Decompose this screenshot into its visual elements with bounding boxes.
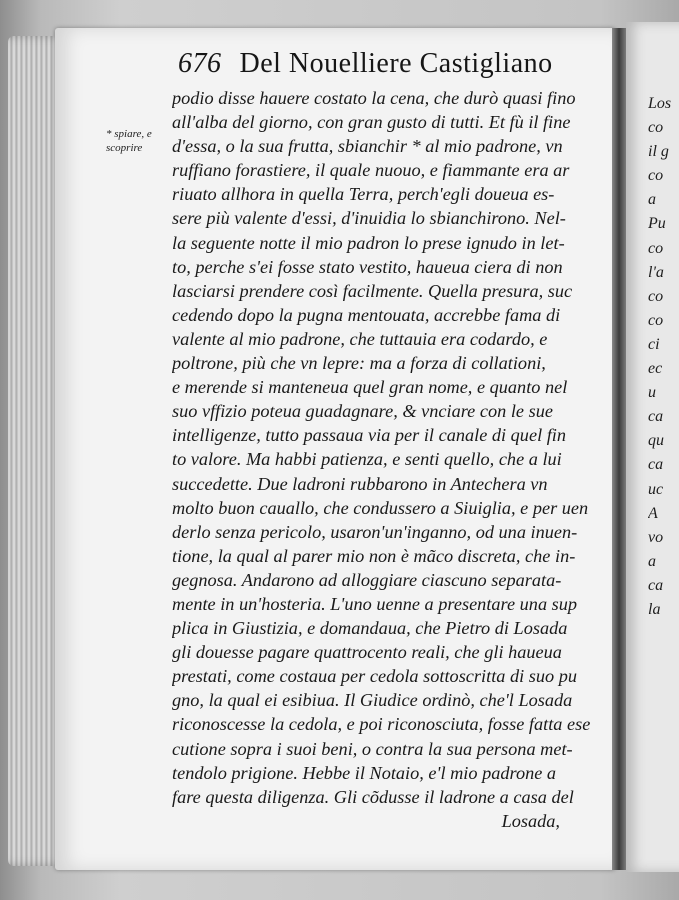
- text-line: gegnosa. Andarono ad alloggiare ciascuno separata-: [172, 569, 562, 590]
- fragment-line: a: [648, 552, 656, 570]
- text-line: derlo senza pericolo, usaron'un'inganno, od una inuen-: [172, 521, 578, 542]
- text-line: mente in un'hosteria. L'uno uenne a presentare una sup: [172, 593, 578, 614]
- main-text-block: [172, 86, 602, 833]
- fragment-line: ec: [648, 360, 663, 378]
- text-line: succedette. Due ladroni rubbarono in Antechera vn: [172, 473, 548, 494]
- page-number: 676: [178, 48, 222, 79]
- book-gutter: [612, 28, 626, 870]
- text-line: riconoscesse la cedola, e poi riconosciuta, fosse fatta ese: [172, 714, 591, 735]
- marginal-note-line: scoprire: [106, 142, 143, 154]
- text-line: to valore. Ma habbi patienza, e senti quello, che a lui: [172, 449, 562, 470]
- text-line: riuato allhora in quella Terra, perch'egli doueua es-: [172, 184, 555, 205]
- fragment-line: co: [648, 287, 664, 305]
- fragment-line: la: [648, 600, 661, 618]
- fragment-line: ca: [648, 576, 664, 594]
- fragment-line: Pu: [648, 215, 666, 233]
- text-line: lasciarsi prendere così facilmente. Quella presura, suc: [172, 280, 573, 301]
- text-line: e merende si manteneua quel gran nome, e quanto nel: [172, 377, 568, 398]
- text-line: intelligenze, tutto passaua via per il canale di quel fin: [172, 425, 567, 446]
- text-line: plica in Giustizia, e domandaua, che Pietro di Losada: [172, 618, 568, 639]
- fragment-line: A: [648, 504, 658, 522]
- marginal-note: [106, 127, 172, 155]
- fragment-line: co: [648, 239, 664, 257]
- fragment-line: a: [648, 191, 656, 209]
- text-line: podio disse hauere costato la cena, che durò quasi fino: [172, 88, 576, 108]
- text-line: gno, la qual ei esibiua. Il Giudice ordinò, che'l Losada: [172, 690, 573, 711]
- fragment-line: co: [648, 119, 664, 137]
- text-line: cutione sopra i suoi beni, o contra la sua persona met-: [172, 738, 573, 759]
- text-line: cedendo dopo la pugna mentouata, accrebbe fama di: [172, 304, 561, 325]
- text-line: suo vffizio poteua guadagnare, & vnciare con le sue: [172, 401, 553, 422]
- text-line: fare questa diligenza. Gli cõdusse il ladrone a casa del: [172, 786, 574, 807]
- marginal-note-line: * spiare, e: [106, 128, 152, 140]
- text-line: valente al mio padrone, che tuttauia era codardo, e: [172, 328, 548, 349]
- fragment-line: u: [648, 384, 656, 402]
- text-line: d'essa, o la sua frutta, sbianchir * al mio padrone, vn: [172, 136, 563, 157]
- fragment-line: Los: [648, 95, 672, 112]
- fragment-line: qu: [648, 432, 664, 450]
- text-line: gli douesse pagare quattrocento reali, che gli haueua: [172, 642, 562, 663]
- text-line: to, perche s'ei fosse stato vestito, haueua ciera di non: [172, 256, 563, 277]
- fragment-line: co: [648, 167, 664, 185]
- fragment-line: ca: [648, 408, 664, 426]
- fragment-line: il g: [648, 143, 669, 161]
- fragment-line: l'a: [648, 263, 664, 281]
- fragment-line: co: [648, 311, 664, 329]
- text-line: all'alba del giorno, con gran gusto di tutti. Et fù il fine: [172, 112, 571, 133]
- fragment-line: ci: [648, 335, 660, 353]
- fragment-line: uc: [648, 480, 664, 498]
- fragment-line: vo: [648, 528, 664, 546]
- catchword: Losada,: [501, 810, 560, 831]
- text-line: tendolo prigione. Hebbe il Notaio, e'l mio padrone a: [172, 762, 557, 783]
- text-line: tione, la qual al parer mio non è mãco discreta, che in-: [172, 545, 576, 566]
- text-line: sere più valente d'essi, d'inuidia lo sbianchirono. Nel-: [172, 208, 566, 229]
- text-line: la seguente notte il mio padron lo prese ignudo in let-: [172, 232, 565, 253]
- text-line: molto buon cauallo, che condussero a Siuiglia, e per uen: [172, 497, 589, 518]
- text-line: ruffiano forastiere, il quale nuouo, e fiammante era ar: [172, 160, 570, 181]
- running-title: Del Nouelliere Castigliano: [239, 48, 553, 79]
- text-line: prestati, come costaua per cedola sottoscritta di suo pu: [172, 666, 578, 687]
- facing-page-text-fragments: [648, 92, 679, 622]
- text-line: poltrone, più che vn lepre: ma a forza di collationi,: [172, 353, 546, 374]
- fragment-line: ca: [648, 456, 664, 474]
- running-head: [178, 48, 598, 80]
